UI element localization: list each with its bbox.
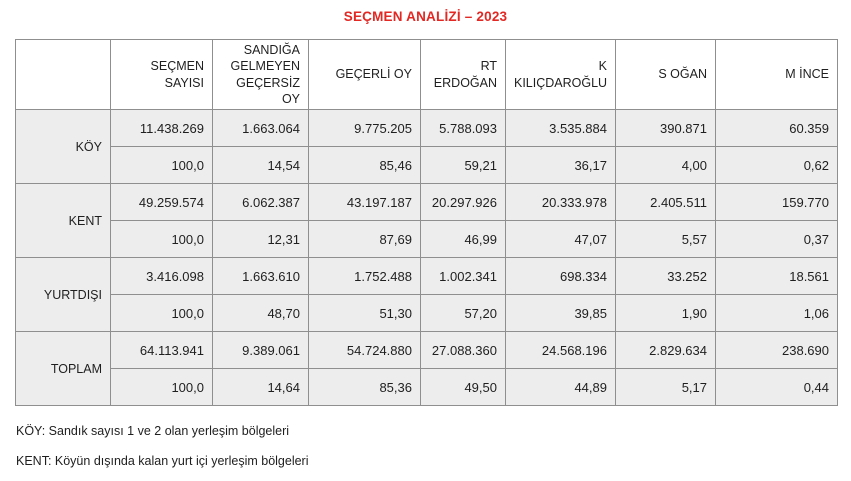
table-cell: 1.663.610 (213, 258, 309, 295)
table-row-yurtdisi-percents (16, 295, 838, 332)
col-header-s-ogan: S OĞAN (616, 40, 716, 110)
table-cell: 1,90 (616, 295, 716, 332)
table-cell: 1.002.341 (421, 258, 506, 295)
table-cell: 24.568.196 (506, 332, 616, 369)
table-cell: 100,0 (111, 147, 213, 184)
table-cell: 1,06 (716, 295, 838, 332)
table-cell: 57,20 (421, 295, 506, 332)
table-cell: 5,57 (616, 221, 716, 258)
table-cell: 87,69 (309, 221, 421, 258)
table-cell: 1.663.064 (213, 110, 309, 147)
table-cell: 3.535.884 (506, 110, 616, 147)
voter-analysis-table (15, 39, 838, 406)
table-cell: 11.438.269 (111, 110, 213, 147)
col-header-rt-erdogan: RT ERDOĞAN (421, 40, 506, 110)
table-row-kent-percents (16, 221, 838, 258)
table-cell: 47,07 (506, 221, 616, 258)
table-cell: 2.405.511 (616, 184, 716, 221)
table-cell: 5.788.093 (421, 110, 506, 147)
table-cell: 36,17 (506, 147, 616, 184)
table-cell: 20.333.978 (506, 184, 616, 221)
table-cell: 33.252 (616, 258, 716, 295)
table-cell: 60.359 (716, 110, 838, 147)
table-cell: 1.752.488 (309, 258, 421, 295)
table-row-koy-percents (16, 147, 838, 184)
table-row-kent-counts (16, 184, 838, 221)
table-cell: 6.062.387 (213, 184, 309, 221)
col-header-secmen-sayisi: SEÇMEN SAYISI (111, 40, 213, 110)
table-cell: 20.297.926 (421, 184, 506, 221)
col-header-empty (16, 40, 111, 110)
footnote-koy: KÖY: Sandık sayısı 1 ve 2 olan yerleşim bölgeleri (16, 424, 290, 438)
col-header-m-ince: M İNCE (716, 40, 838, 110)
header-row (16, 40, 838, 110)
table-cell: 51,30 (309, 295, 421, 332)
table-cell: 0,62 (716, 147, 838, 184)
table-cell: 9.775.205 (309, 110, 421, 147)
col-header-k-kilicdaroglu: K KILIÇDAROĞLU (506, 40, 616, 110)
col-header-gecerli-oy: GEÇERLİ OY (309, 40, 421, 110)
table-cell: 43.197.187 (309, 184, 421, 221)
table-cell: 5,17 (616, 369, 716, 406)
table-row-toplam-percents (16, 369, 838, 406)
table-cell: 49.259.574 (111, 184, 213, 221)
row-label-toplam: TOPLAM (16, 332, 111, 406)
table-cell: 12,31 (213, 221, 309, 258)
table-cell: 698.334 (506, 258, 616, 295)
page-title: SEÇMEN ANALİZİ – 2023 (343, 9, 508, 24)
table-cell: 59,21 (421, 147, 506, 184)
table-cell: 390.871 (616, 110, 716, 147)
table-cell: 3.416.098 (111, 258, 213, 295)
table-cell: 100,0 (111, 221, 213, 258)
row-label-koy: KÖY (16, 110, 111, 184)
table-cell: 39,85 (506, 295, 616, 332)
table-cell: 4,00 (616, 147, 716, 184)
table-cell: 238.690 (716, 332, 838, 369)
table-cell: 48,70 (213, 295, 309, 332)
table-cell: 85,46 (309, 147, 421, 184)
table-row-yurtdisi-counts (16, 258, 838, 295)
table-cell: 100,0 (111, 369, 213, 406)
table-cell: 100,0 (111, 295, 213, 332)
table-row-toplam-counts (16, 332, 838, 369)
table-cell: 49,50 (421, 369, 506, 406)
table-cell: 64.113.941 (111, 332, 213, 369)
table-row-koy-counts (16, 110, 838, 147)
table-cell: 54.724.880 (309, 332, 421, 369)
table-cell: 27.088.360 (421, 332, 506, 369)
table-cell: 14,54 (213, 147, 309, 184)
col-header-sandiga-gelmeyen: SANDIĞA GELMEYEN GEÇERSİZ OY (213, 40, 309, 110)
table-cell: 2.829.634 (616, 332, 716, 369)
footnote-kent: KENT: Köyün dışında kalan yurt içi yerleşim bölgeleri (16, 454, 309, 468)
table-cell: 18.561 (716, 258, 838, 295)
table-cell: 9.389.061 (213, 332, 309, 369)
table-cell: 85,36 (309, 369, 421, 406)
row-label-kent: KENT (16, 184, 111, 258)
row-label-yurtdisi: YURTDIŞI (16, 258, 111, 332)
table-cell: 14,64 (213, 369, 309, 406)
footnotes (16, 424, 851, 468)
table-cell: 46,99 (421, 221, 506, 258)
table-cell: 0,37 (716, 221, 838, 258)
table-cell: 159.770 (716, 184, 838, 221)
table-cell: 0,44 (716, 369, 838, 406)
table-cell: 44,89 (506, 369, 616, 406)
